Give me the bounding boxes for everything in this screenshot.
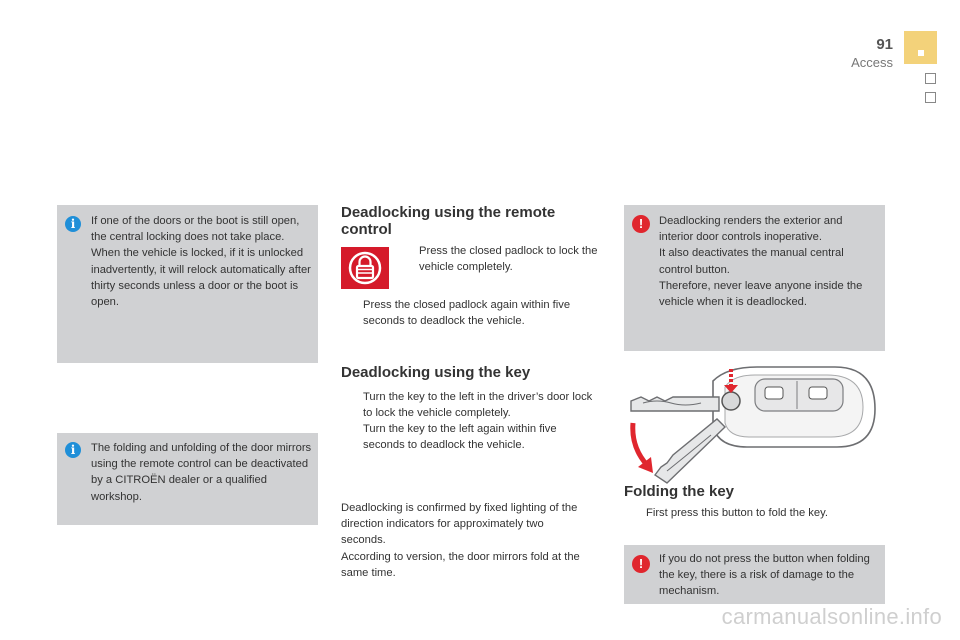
heading-folding-key: Folding the key [624,483,735,500]
key-fold-illustration [627,363,879,487]
info-box-central-locking [57,205,318,363]
step-key-deadlock: Turn the key to the left again within five seconds to deadlock the vehicle. [363,423,557,451]
info-box-door-mirrors [57,433,318,525]
step-remote-lock: Press the closed padlock to lock the vehicle completely. [419,245,598,273]
info-icon: i [65,216,81,232]
chapter-tab[interactable] [925,73,936,84]
warning-icon: ! [632,555,650,573]
page-number: 91 [876,36,893,53]
section-title: Access [851,55,893,70]
warning-icon: ! [632,215,650,233]
info-text-door-mirrors: The folding and unfolding of the door mirrors using the remote control can be deactivated by a CITROËN dealer or a qualified workshop. [91,442,312,503]
warning-text-deadlocking: Deadlocking renders the exterior and interior door controls inoperative. It also deactivates the manual central control button. Therefore, never leave anyone inside the vehicle when it is deadlocked. [659,215,863,309]
step-remote-deadlock: Press the closed padlock again within five seconds to deadlock the vehicle. [363,299,571,327]
padlock-button-icon [341,247,389,289]
info-icon: i [65,442,81,458]
info-text-central-locking: If one of the doors or the boot is still open, the central locking does not take place. When the vehicle is locked, if it is unlocked inadvertently, it will relock automatically after thirty seconds unless a door or the boot is open. [91,215,311,309]
warning-text-folding: If you do not press the button when folding the key, there is a risk of damage to the mechanism. [659,553,870,598]
deadlock-confirmation-note: Deadlocking is confirmed by fixed lighting of the direction indicators for approximately two seconds. According to version, the door mirrors fold at the same time. [341,502,580,579]
heading-key-deadlocking: Deadlocking using the key [341,364,531,381]
tab-marker [918,50,924,56]
warning-box-folding [624,545,885,604]
heading-remote-deadlocking: Deadlocking using the remote control [341,204,556,238]
watermark: carmanualsonline.info [721,604,942,629]
step-fold-key: First press this button to fold the key. [646,507,828,519]
step-key-lock: Turn the key to the left in the driver’s door lock to lock the vehicle completely. [363,391,593,419]
warning-box-deadlocking [624,205,885,351]
chapter-tab-active[interactable] [904,31,937,64]
chapter-tab[interactable] [925,92,936,103]
